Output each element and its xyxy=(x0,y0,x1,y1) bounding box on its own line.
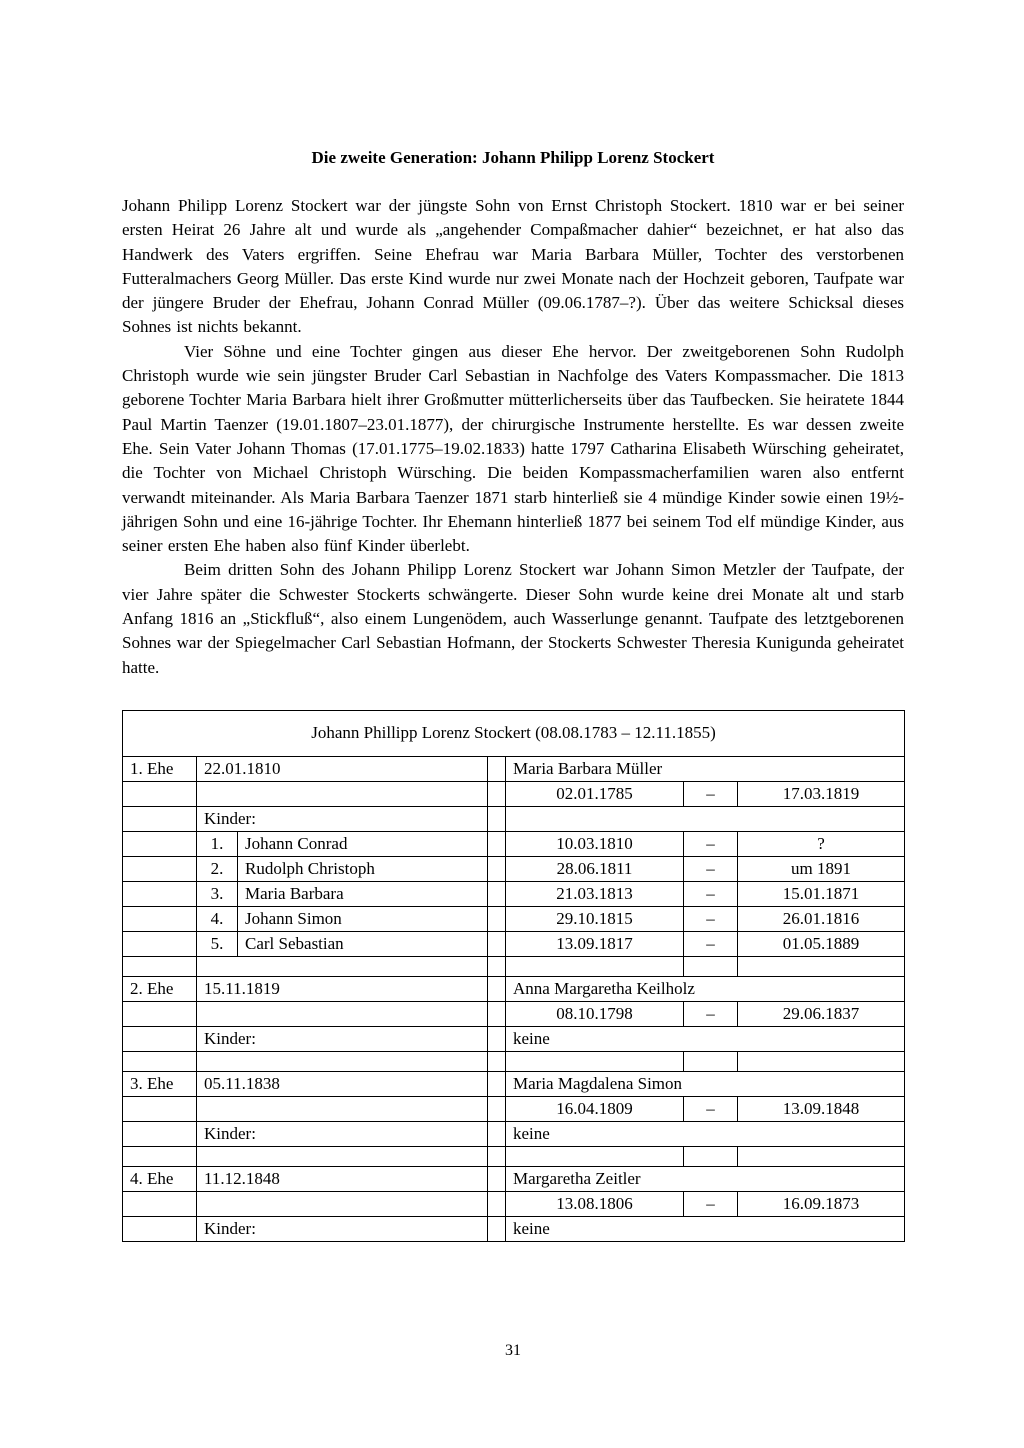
spacer-cell xyxy=(488,856,506,881)
spacer-cell xyxy=(488,881,506,906)
death-date-cell: 26.01.1816 xyxy=(738,906,905,931)
dash-cell: – xyxy=(684,781,738,806)
empty-cell xyxy=(123,806,197,831)
kinder-value-cell: keine xyxy=(506,1121,905,1146)
child-name-cell: Johann Simon xyxy=(238,906,488,931)
birth-date-cell: 13.08.1806 xyxy=(506,1191,684,1216)
spouse-name-cell: Maria Magdalena Simon xyxy=(506,1071,905,1096)
spacer-cell xyxy=(488,1051,506,1071)
spouse-name-cell: Maria Barbara Müller xyxy=(506,756,905,781)
empty-cell xyxy=(684,1146,738,1166)
birth-date-cell: 08.10.1798 xyxy=(506,1001,684,1026)
kinder-value-cell xyxy=(506,806,905,831)
empty-cell xyxy=(506,1051,684,1071)
empty-cell xyxy=(684,956,738,976)
birth-date-cell: 13.09.1817 xyxy=(506,931,684,956)
empty-cell xyxy=(123,1146,197,1166)
marriage-row-1 xyxy=(123,756,905,781)
birth-date-cell: 29.10.1815 xyxy=(506,906,684,931)
spacer-cell xyxy=(488,1216,506,1241)
spacer-cell xyxy=(488,1026,506,1051)
spacer-cell xyxy=(488,781,506,806)
death-date-cell: ? xyxy=(738,831,905,856)
empty-cell xyxy=(123,856,197,881)
kinder-row-4 xyxy=(123,1216,905,1241)
child-row xyxy=(123,931,905,956)
separator-row xyxy=(123,956,905,976)
spacer-cell xyxy=(488,976,506,1001)
separator-row xyxy=(123,1146,905,1166)
child-row xyxy=(123,881,905,906)
kinder-label-cell: Kinder: xyxy=(197,1026,488,1051)
birth-date-cell: 28.06.1811 xyxy=(506,856,684,881)
empty-cell xyxy=(123,1096,197,1121)
empty-cell xyxy=(738,1051,905,1071)
dash-cell: – xyxy=(684,831,738,856)
paragraph-3: Beim dritten Sohn des Johann Philipp Lorenz Stockert war Johann Simon Metzler der Taufpate, der vier Jahre später die Schwester Stockerts schwängerte. Dieser Sohn wurde keine drei Monate alt und starb Anfang 1816 an „Stickfluß“, also einem Lungenödem, auch Wasserlunge genannt. Taufpate des letztgeborenen Sohnes war der Spiegelmacher Carl Sebastian Hofmann, der Stockerts Schwester Theresia Kunigunda geheiratet hatte. xyxy=(122,560,904,677)
document-title: Die zweite Generation: Johann Philipp Lorenz Stockert xyxy=(311,148,715,167)
child-number-cell: 1. xyxy=(197,831,238,856)
ehe-cell: 3. Ehe xyxy=(123,1071,197,1096)
empty-cell xyxy=(123,1121,197,1146)
ehe-cell: 2. Ehe xyxy=(123,976,197,1001)
child-name-cell: Rudolph Christoph xyxy=(238,856,488,881)
empty-cell xyxy=(123,906,197,931)
family-table xyxy=(122,710,905,1242)
birth-date-cell: 21.03.1813 xyxy=(506,881,684,906)
table-title-row xyxy=(123,710,905,756)
child-number-cell: 3. xyxy=(197,881,238,906)
spacer-cell xyxy=(488,906,506,931)
empty-cell xyxy=(123,781,197,806)
spacer-cell xyxy=(488,931,506,956)
spouse-dates-row-3 xyxy=(123,1096,905,1121)
empty-cell xyxy=(123,881,197,906)
marriage-date-cell: 22.01.1810 xyxy=(197,756,488,781)
dash-cell: – xyxy=(684,931,738,956)
kinder-label-cell: Kinder: xyxy=(197,806,488,831)
spacer-cell xyxy=(488,1071,506,1096)
death-date-cell: um 1891 xyxy=(738,856,905,881)
table-title: Johann Phillipp Lorenz Stockert (08.08.1783 – 12.11.1855) xyxy=(123,710,905,756)
ehe-cell: 4. Ehe xyxy=(123,1166,197,1191)
empty-cell xyxy=(123,1001,197,1026)
spacer-cell xyxy=(488,1001,506,1026)
dash-cell: – xyxy=(684,881,738,906)
marriage-date-cell: 15.11.1819 xyxy=(197,976,488,1001)
death-date-cell: 16.09.1873 xyxy=(738,1191,905,1216)
empty-cell xyxy=(123,931,197,956)
dash-cell: – xyxy=(684,1096,738,1121)
spacer-cell xyxy=(488,831,506,856)
empty-cell xyxy=(197,1051,488,1071)
dash-cell: – xyxy=(684,1191,738,1216)
empty-cell xyxy=(123,1191,197,1216)
kinder-value-cell: keine xyxy=(506,1026,905,1051)
child-row xyxy=(123,831,905,856)
kinder-row-1 xyxy=(123,806,905,831)
empty-cell xyxy=(197,956,488,976)
death-date-cell: 13.09.1848 xyxy=(738,1096,905,1121)
child-row xyxy=(123,856,905,881)
death-date-cell: 29.06.1837 xyxy=(738,1001,905,1026)
child-number-cell: 2. xyxy=(197,856,238,881)
empty-cell xyxy=(123,1051,197,1071)
empty-cell xyxy=(197,1146,488,1166)
child-name-cell: Johann Conrad xyxy=(238,831,488,856)
empty-cell xyxy=(123,831,197,856)
empty-cell xyxy=(123,956,197,976)
spacer-cell xyxy=(488,1121,506,1146)
ehe-cell: 1. Ehe xyxy=(123,756,197,781)
kinder-row-2 xyxy=(123,1026,905,1051)
dash-cell: – xyxy=(684,856,738,881)
spacer-cell xyxy=(488,756,506,781)
dash-cell: – xyxy=(684,906,738,931)
birth-date-cell: 02.01.1785 xyxy=(506,781,684,806)
empty-cell xyxy=(738,956,905,976)
death-date-cell: 15.01.1871 xyxy=(738,881,905,906)
separator-row xyxy=(123,1051,905,1071)
death-date-cell: 17.03.1819 xyxy=(738,781,905,806)
marriage-date-cell: 11.12.1848 xyxy=(197,1166,488,1191)
birth-date-cell: 16.04.1809 xyxy=(506,1096,684,1121)
empty-cell xyxy=(197,1191,488,1216)
empty-cell xyxy=(123,1026,197,1051)
spacer-cell xyxy=(488,1191,506,1216)
death-date-cell: 01.05.1889 xyxy=(738,931,905,956)
marriage-row-3 xyxy=(123,1071,905,1096)
spacer-cell xyxy=(488,956,506,976)
marriage-row-2 xyxy=(123,976,905,1001)
spouse-dates-row-2 xyxy=(123,1001,905,1026)
empty-cell xyxy=(123,1216,197,1241)
empty-cell xyxy=(197,781,488,806)
spouse-name-cell: Anna Margaretha Keilholz xyxy=(506,976,905,1001)
kinder-label-cell: Kinder: xyxy=(197,1121,488,1146)
child-row xyxy=(123,906,905,931)
page-number: 31 xyxy=(505,1342,521,1359)
kinder-value-cell: keine xyxy=(506,1216,905,1241)
marriage-row-4 xyxy=(123,1166,905,1191)
empty-cell xyxy=(684,1051,738,1071)
spouse-name-cell: Margaretha Zeitler xyxy=(506,1166,905,1191)
paragraph-2: Vier Söhne und eine Tochter gingen aus dieser Ehe hervor. Der zweitgeborenen Sohn Rudolph Christoph wurde wie sein jüngster Bruder Carl Sebastian in Nachfolge des Vaters Kompassmacher. Die 1813 geborene Tochter Maria Barbara hielt ihrer Großmutter mütterlicherseits über das Taufbecken. Sie heiratete 1844 Paul Martin Taenzer (19.01.1807–23.01.1877), der chirurgische Instrumente herstellte. Es war dessen zweite Ehe. Sein Vater Johann Thomas (17.01.1775–19.02.1833) hatte 1797 Catharina Elisabeth Würsching geheiratet, die Tochter von Michael Christoph Würsching. Die beiden Kompassmacherfamilien waren also entfernt verwandt miteinander. Als Maria Barbara Taenzer 1871 starb hinterließ sie 4 mündige Kinder sowie einen 19½-jährigen Sohn und eine 16-jährige Tochter. Ihr Ehemann hinterließ 1877 bei seinem Tod elf mündige Kinder, aus seiner ersten Ehe haben also fünf Kinder überlebt. xyxy=(122,341,904,556)
spouse-dates-row-1 xyxy=(123,781,905,806)
birth-date-cell: 10.03.1810 xyxy=(506,831,684,856)
paragraph-1: Johann Philipp Lorenz Stockert war der jüngste Sohn von Ernst Christoph Stockert. 1810 war er bei seiner ersten Heirat 26 Jahre alt und wurde als „angehender Compaßmacher dahier“ bezeichnet, er hat also das Handwerk des Vaters ergriffen. Seine Ehefrau war Maria Barbara Müller, Tochter des verstorbenen Futteralmachers Georg Müller. Das erste Kind wurde nur zwei Monate nach der Hochzeit geboren, Taufpate war der jüngere Bruder der Ehefrau, Johann Conrad Müller (09.06.1787–?). Über das weitere Schicksal dieses Sohnes ist nichts bekannt. xyxy=(122,196,904,337)
empty-cell xyxy=(506,1146,684,1166)
spouse-dates-row-4 xyxy=(123,1191,905,1216)
child-name-cell: Maria Barbara xyxy=(238,881,488,906)
spacer-cell xyxy=(488,1096,506,1121)
dash-cell: – xyxy=(684,1001,738,1026)
spacer-cell xyxy=(488,806,506,831)
child-name-cell: Carl Sebastian xyxy=(238,931,488,956)
empty-cell xyxy=(197,1001,488,1026)
spacer-cell xyxy=(488,1146,506,1166)
kinder-row-3 xyxy=(123,1121,905,1146)
child-number-cell: 5. xyxy=(197,931,238,956)
empty-cell xyxy=(197,1096,488,1121)
child-number-cell: 4. xyxy=(197,906,238,931)
empty-cell xyxy=(738,1146,905,1166)
empty-cell xyxy=(506,956,684,976)
kinder-label-cell: Kinder: xyxy=(197,1216,488,1241)
marriage-date-cell: 05.11.1838 xyxy=(197,1071,488,1096)
spacer-cell xyxy=(488,1166,506,1191)
